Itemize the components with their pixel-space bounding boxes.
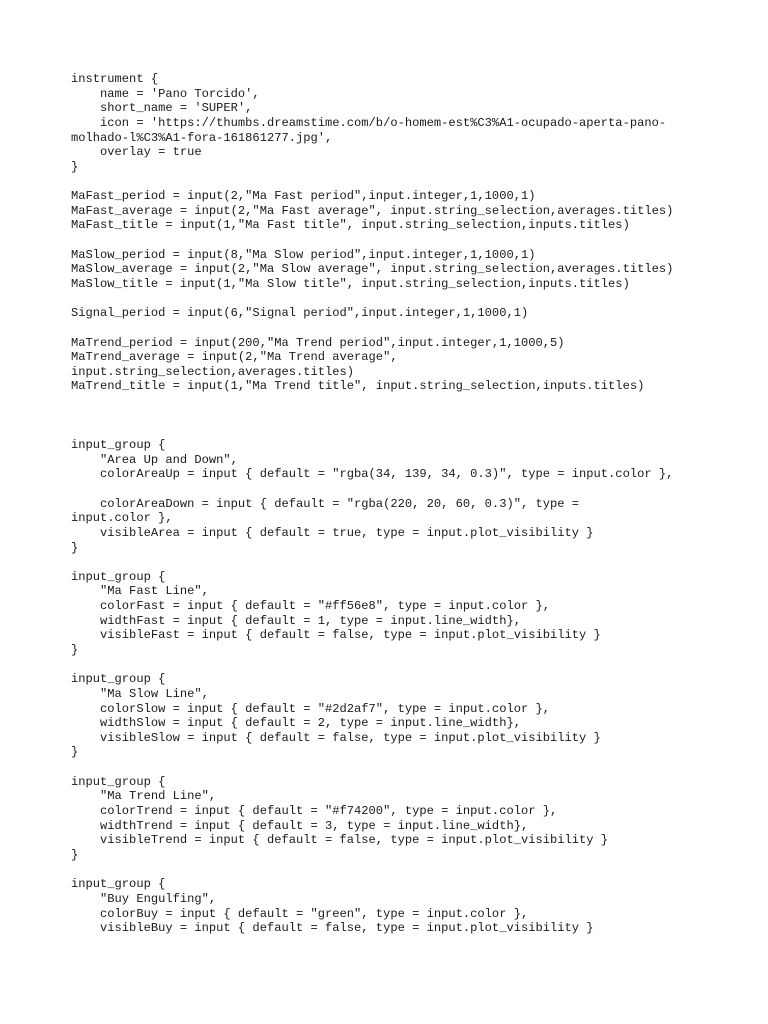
code-line: input.color },	[71, 511, 173, 526]
blank-line	[71, 482, 751, 497]
code-line: "Area Up and Down",	[71, 452, 238, 467]
code-line: input_group {	[71, 569, 166, 584]
code-line: visibleFast = input { default = false, type = input.plot_visibility }	[71, 628, 601, 643]
code-line: MaFast_period = input(2,"Ma Fast period",input.integer,1,1000,1)	[71, 189, 536, 204]
blank-line	[71, 174, 751, 189]
code-line: colorAreaUp = input { default = "rgba(34, 139, 34, 0.3)", type = input.color },	[71, 467, 674, 482]
code-line: colorBuy = input { default = "green", type = input.color },	[71, 906, 529, 921]
code-line: widthFast = input { default = 1, type = input.line_width},	[71, 613, 521, 628]
code-line: MaTrend_title = input(1,"Ma Trend title", input.string_selection,inputs.titles)	[71, 379, 645, 394]
code-line: }	[71, 159, 79, 174]
code-line: "Ma Fast Line",	[71, 584, 209, 599]
blank-line	[71, 760, 751, 775]
code-line: molhado-l%C3%A1-fora-161861277.jpg',	[71, 130, 333, 145]
code-line: Signal_period = input(6,"Signal period",input.integer,1,1000,1)	[71, 306, 529, 321]
code-line: visibleBuy = input { default = false, type = input.plot_visibility }	[71, 921, 594, 936]
code-line: MaFast_title = input(1,"Ma Fast title", input.string_selection,inputs.titles)	[71, 218, 630, 233]
code-line: "Ma Slow Line",	[71, 686, 209, 701]
code-line: widthSlow = input { default = 2, type = input.line_width},	[71, 716, 521, 731]
code-line: instrument {	[71, 72, 159, 86]
code-line: MaTrend_average = input(2,"Ma Trend average",	[71, 350, 398, 365]
blank-line	[71, 555, 751, 570]
code-line: visibleArea = input { default = true, type = input.plot_visibility }	[71, 525, 594, 540]
code-line: icon = 'https://thumbs.dreamstime.com/b/o-homem-est%C3%A1-ocupado-aperta-pano-	[71, 115, 667, 130]
code-line: colorTrend = input { default = "#f74200", type = input.color },	[71, 804, 558, 819]
code-line: visibleTrend = input { default = false, type = input.plot_visibility }	[71, 833, 609, 848]
code-line: MaTrend_period = input(200,"Ma Trend period",input.integer,1,1000,5)	[71, 335, 565, 350]
code-line: MaSlow_period = input(8,"Ma Slow period",input.integer,1,1000,1)	[71, 247, 536, 262]
blank-line	[71, 409, 751, 424]
blank-line	[71, 423, 751, 438]
blank-line	[71, 863, 751, 878]
code-line: overlay = true	[71, 145, 202, 160]
code-line: }	[71, 642, 79, 657]
code-line: short_name = 'SUPER',	[71, 101, 253, 116]
code-line: widthTrend = input { default = 3, type = input.line_width},	[71, 818, 529, 833]
blank-line	[71, 233, 751, 248]
code-line: }	[71, 745, 79, 760]
blank-line	[71, 394, 751, 409]
code-line: "Ma Trend Line",	[71, 789, 217, 804]
code-line: MaSlow_average = input(2,"Ma Slow average", input.string_selection,averages.titles)	[71, 262, 674, 277]
code-line: "Buy Engulfing",	[71, 891, 217, 906]
blank-line	[71, 658, 751, 673]
code-line: input_group {	[71, 774, 166, 789]
code-line: MaFast_average = input(2,"Ma Fast average", input.string_selection,averages.titles)	[71, 203, 674, 218]
code-line: colorSlow = input { default = "#2d2af7", type = input.color },	[71, 701, 550, 716]
code-line: colorFast = input { default = "#ff56e8", type = input.color },	[71, 599, 550, 614]
code-line: input.string_selection,averages.titles)	[71, 364, 355, 379]
code-line: visibleSlow = input { default = false, type = input.plot_visibility }	[71, 730, 601, 745]
blank-line	[71, 292, 751, 307]
code-line: input_group {	[71, 672, 166, 687]
code-line: }	[71, 847, 79, 862]
code-line: name = 'Pano Torcido',	[71, 86, 260, 101]
code-line: input_group {	[71, 877, 166, 892]
blank-line	[71, 321, 751, 336]
code-line: input_group {	[71, 438, 166, 453]
code-line: colorAreaDown = input { default = "rgba(220, 20, 60, 0.3)", type =	[71, 496, 580, 511]
code-document	[71, 72, 751, 936]
code-line: }	[71, 540, 79, 555]
code-line: MaSlow_title = input(1,"Ma Slow title", input.string_selection,inputs.titles)	[71, 276, 630, 291]
